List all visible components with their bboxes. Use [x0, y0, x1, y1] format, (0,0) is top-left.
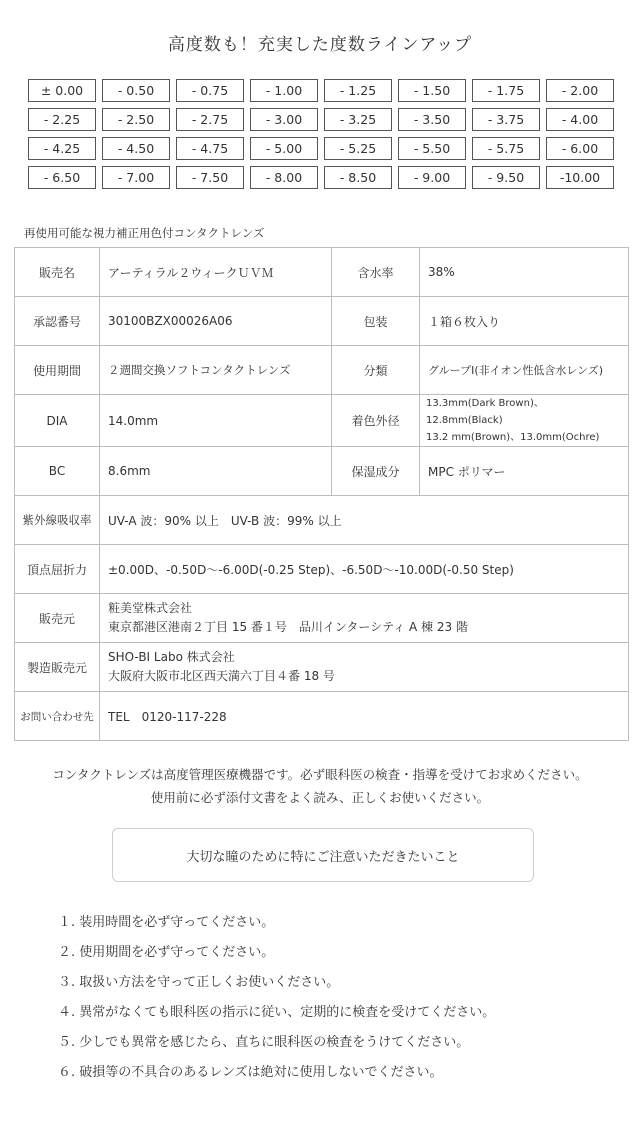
table-row — [15, 496, 629, 545]
spec-value: TEL 0120-117-228 — [100, 692, 629, 741]
table-row — [15, 545, 629, 594]
power-cell: - 1.75 — [472, 79, 540, 102]
spec-table — [14, 247, 629, 741]
spec-value: ２週間交換ソフトコンタクトレンズ — [100, 346, 332, 395]
color-diameter-line2: 13.2 mm(Brown)、13.0mm(Ochre) — [426, 432, 600, 443]
spec-value: UV-A 波：90% 以上 UV-B 波：99% 以上 — [100, 496, 629, 545]
notice-line: コンタクトレンズは高度管理医療機器です。必ず眼科医の検査・指導を受けてお求めください。 — [52, 767, 588, 782]
spec-label: 販売元 — [15, 594, 100, 643]
power-cell: - 4.75 — [176, 137, 244, 160]
page-title: 高度数も！充実した度数ラインアップ — [167, 35, 473, 55]
power-cell: - 2.00 — [546, 79, 614, 102]
power-grid — [28, 79, 620, 189]
power-cell: - 4.00 — [546, 108, 614, 131]
spec-value: アーティラル２ウィークＵＶＭ — [100, 248, 332, 297]
seller-address: 東京都港区港南２丁目 15 番１号 品川インターシティ A 棟 23 階 — [108, 620, 468, 634]
power-cell: - 1.00 — [250, 79, 318, 102]
table-row — [15, 297, 629, 346]
spec-label: 分類 — [332, 346, 420, 395]
table-row — [15, 692, 629, 741]
spec-label: 製造販売元 — [15, 643, 100, 692]
power-cell: - 7.00 — [102, 166, 170, 189]
power-cell: - 3.25 — [324, 108, 392, 131]
power-cell: - 0.75 — [176, 79, 244, 102]
spec-label: お問い合わせ先 — [15, 692, 100, 741]
power-cell: - 5.75 — [472, 137, 540, 160]
spec-value: 8.6mm — [100, 447, 332, 496]
list-item: １. 装用時間を必ず守ってください。 — [58, 915, 275, 930]
power-cell: - 9.00 — [398, 166, 466, 189]
power-cell: ± 0.00 — [28, 79, 96, 102]
table-row — [15, 447, 629, 496]
spec-label: 承認番号 — [15, 297, 100, 346]
table-row — [15, 248, 629, 297]
maker-name: SHO-BI Labo 株式会社 — [108, 650, 235, 664]
power-cell: - 3.00 — [250, 108, 318, 131]
power-cell: - 8.00 — [250, 166, 318, 189]
power-cell: - 2.25 — [28, 108, 96, 131]
power-cell: - 3.75 — [472, 108, 540, 131]
list-item: ４. 異常がなくても眼科医の指示に従い、定期的に検査を受けてください。 — [58, 1005, 496, 1020]
list-item: ３. 取扱い方法を守って正しくお使いください。 — [58, 975, 340, 990]
spec-value: MPC ポリマー — [420, 447, 629, 496]
spec-label: BC — [15, 447, 100, 496]
notice-line: 使用前に必ず添付文書をよく読み、正しくお使いください。 — [150, 790, 490, 805]
power-cell: - 5.25 — [324, 137, 392, 160]
power-cell: - 5.50 — [398, 137, 466, 160]
spec-label: 販売名 — [15, 248, 100, 297]
spec-value: ±0.00D、-0.50D～-6.00D(-0.25 Step)、-6.50D～-10.00D(-0.50 Step) — [100, 545, 629, 594]
power-cell: - 1.25 — [324, 79, 392, 102]
table-row — [15, 395, 629, 447]
spec-value — [420, 395, 629, 447]
power-cell: - 6.00 — [546, 137, 614, 160]
spec-value — [100, 643, 629, 692]
power-cell: - 4.50 — [102, 137, 170, 160]
color-diameter-line1: 13.3mm(Dark Brown)、12.8mm(Black) — [426, 398, 544, 426]
power-cell: - 0.50 — [102, 79, 170, 102]
power-cell: - 2.50 — [102, 108, 170, 131]
power-cell: - 5.00 — [250, 137, 318, 160]
table-row — [15, 643, 629, 692]
spec-label: 頂点屈折力 — [15, 545, 100, 594]
list-item: ２. 使用期間を必ず守ってください。 — [58, 945, 275, 960]
spec-label: 含水率 — [332, 248, 420, 297]
seller-name: 粧美堂株式会社 — [108, 601, 193, 615]
list-item: ６. 破損等の不具合のあるレンズは絶対に使用しないでください。 — [58, 1065, 443, 1080]
power-cell: - 9.50 — [472, 166, 540, 189]
spec-value: 30100BZX00026A06 — [100, 297, 332, 346]
table-row — [15, 346, 629, 395]
power-cell: - 7.50 — [176, 166, 244, 189]
power-cell: - 2.75 — [176, 108, 244, 131]
spec-label: 紫外線吸収率 — [15, 496, 100, 545]
regulatory-notice — [0, 763, 640, 809]
spec-value — [100, 594, 629, 643]
power-cell: - 8.50 — [324, 166, 392, 189]
spec-label: 使用期間 — [15, 346, 100, 395]
spec-label: 着色外径 — [332, 395, 420, 447]
table-row — [15, 594, 629, 643]
spec-value: 14.0mm — [100, 395, 332, 447]
power-cell: - 1.50 — [398, 79, 466, 102]
spec-label: DIA — [15, 395, 100, 447]
spec-label: 包装 — [332, 297, 420, 346]
spec-value: グループⅠ(非イオン性低含水レンズ) — [420, 346, 629, 395]
power-cell: - 3.50 — [398, 108, 466, 131]
maker-address: 大阪府大阪市北区西天満六丁目４番 18 号 — [108, 669, 335, 683]
caution-heading-box: 大切な瞳のために特にご注意いただきたいこと — [112, 828, 534, 882]
spec-value: １箱６枚入り — [420, 297, 629, 346]
spec-label: 保湿成分 — [332, 447, 420, 496]
list-item: ５. 少しでも異常を感じたら、直ちに眼科医の検査をうけてください。 — [58, 1035, 470, 1050]
product-subtitle: 再使用可能な視力補正用色付コンタクトレンズ — [24, 226, 265, 240]
power-cell: - 4.25 — [28, 137, 96, 160]
power-cell: - 6.50 — [28, 166, 96, 189]
power-cell: -10.00 — [546, 166, 614, 189]
spec-value: 38% — [420, 248, 629, 297]
caution-list — [58, 912, 495, 1092]
